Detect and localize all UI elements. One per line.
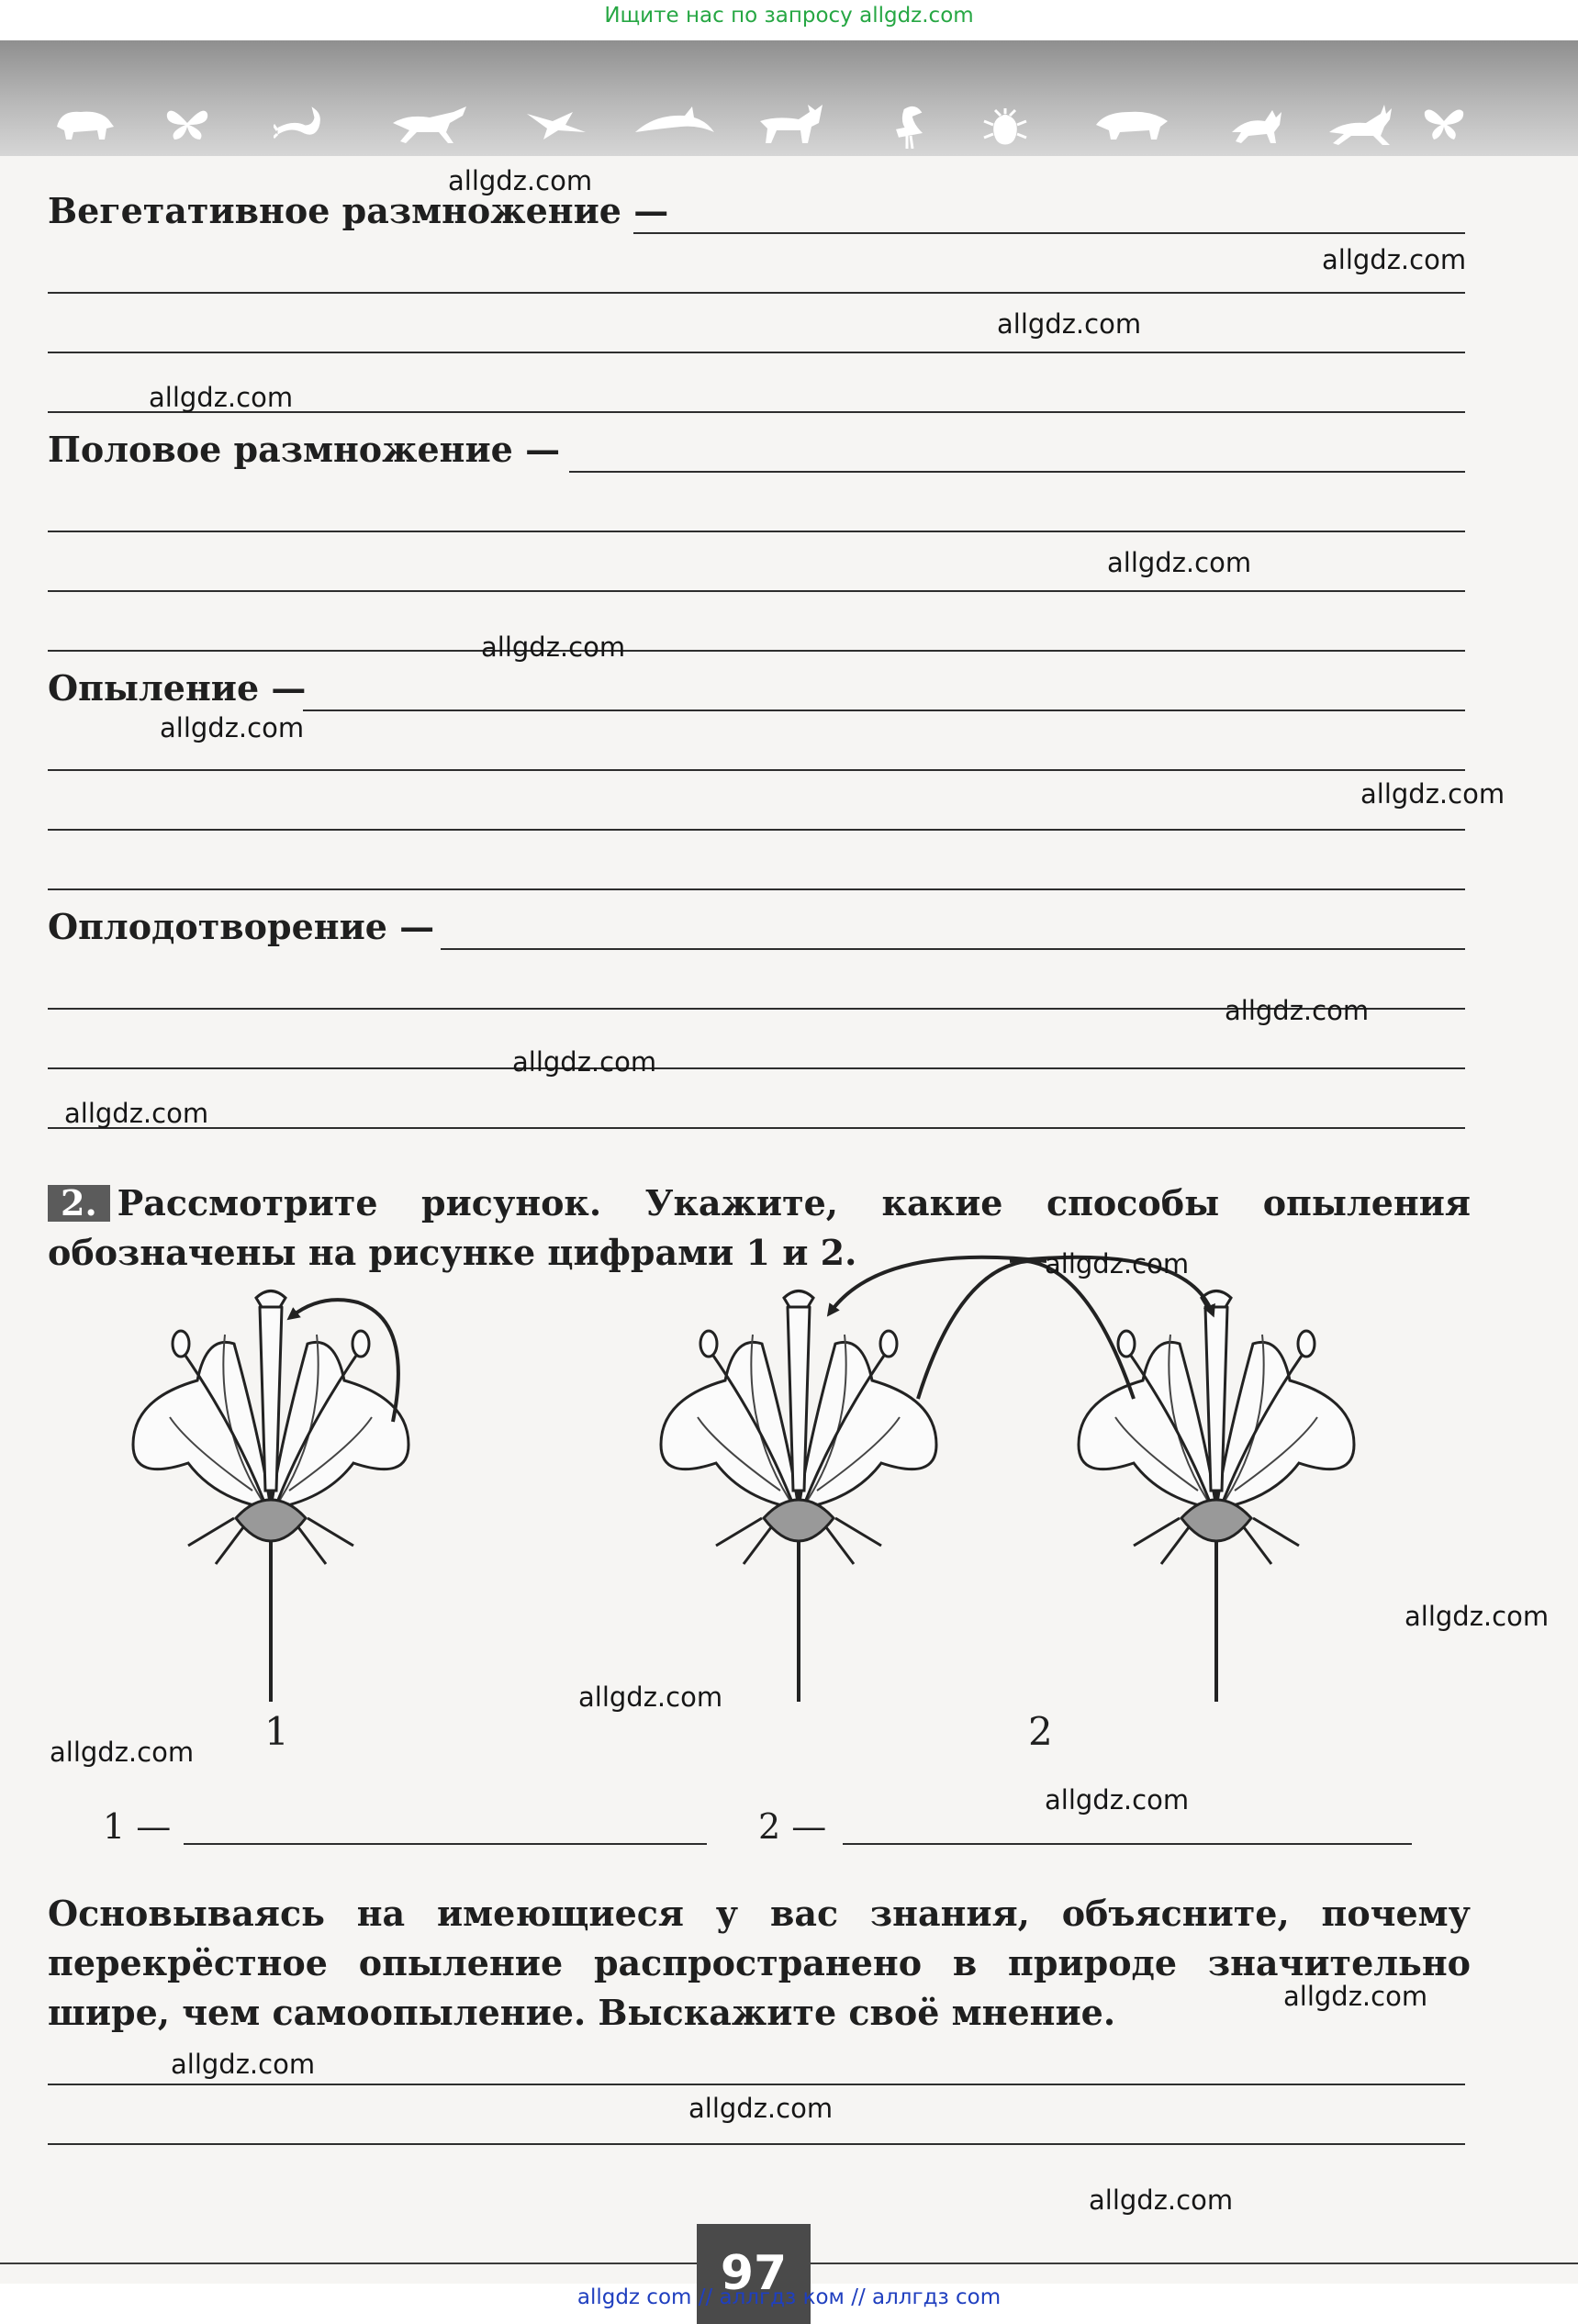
watermark: allgdz.com xyxy=(997,308,1142,340)
answer-2-line[interactable] xyxy=(843,1843,1412,1845)
answer-1-line[interactable] xyxy=(184,1843,707,1845)
watermark: allgdz.com xyxy=(160,712,305,743)
self-pollination-flower xyxy=(133,1291,408,1703)
watermark: allgdz.com xyxy=(171,2049,316,2080)
answer-line[interactable] xyxy=(48,2143,1465,2145)
cross-pollination-flower-left xyxy=(661,1291,936,1703)
cross-pollination-flower-right xyxy=(1079,1291,1354,1703)
watermark: allgdz.com xyxy=(481,631,626,663)
bottom-search-note: allgdz com // аллгдз ком // аллгдз com xyxy=(576,2285,1002,2309)
watermark: allgdz.com xyxy=(64,1098,209,1129)
task-2-text: Рассмотрите рисунок. Укажите, какие способы опыления обозначены на рисунке цифрами 1 и 2. xyxy=(48,1182,1471,1273)
watermark: allgdz.com xyxy=(50,1737,195,1768)
watermark: allgdz.com xyxy=(1107,547,1252,578)
task-number-badge: 2. xyxy=(48,1185,110,1222)
footer-rule-left xyxy=(0,2263,697,2264)
watermark: allgdz.com xyxy=(1045,1784,1190,1816)
watermark: allgdz.com xyxy=(1360,778,1505,810)
task-2-question: Основываясь на имеющиеся у вас знания, объясните, почему перекрёстное опыление распространено в природе значительно шире, чем самоопыление. Выскажите своё мнение. xyxy=(48,1893,1471,2033)
watermark: allgdz.com xyxy=(1283,1981,1428,2012)
top-search-note: Ищите нас по запросу allgdz.com xyxy=(604,4,974,28)
page-number: 97 xyxy=(697,2224,811,2324)
figure-label-2: 2 xyxy=(1028,1709,1053,1754)
watermark: allgdz.com xyxy=(149,382,294,413)
footer-rule-right xyxy=(811,2263,1578,2264)
term-pollination: Опыление — xyxy=(48,667,315,709)
watermark: allgdz.com xyxy=(688,2093,834,2124)
figure-label-1: 1 xyxy=(264,1709,289,1754)
watermark: allgdz.com xyxy=(1322,244,1467,275)
term-fertilization: Оплодотворение — xyxy=(48,906,443,947)
answer-2-label: 2 — xyxy=(758,1806,827,1847)
answer-line[interactable] xyxy=(48,2084,1465,2085)
watermark: allgdz.com xyxy=(578,1682,723,1713)
term-sexual-reproduction: Половое размножение — xyxy=(48,429,569,470)
answer-1-label: 1 — xyxy=(103,1806,172,1847)
watermark: allgdz.com xyxy=(1225,995,1370,1026)
term-vegetative-reproduction: Вегетативное размножение — xyxy=(48,190,677,231)
watermark: allgdz.com xyxy=(512,1046,657,1078)
watermark: allgdz.com xyxy=(1089,2184,1234,2216)
watermark: allgdz.com xyxy=(1045,1248,1190,1279)
watermark: allgdz.com xyxy=(1405,1601,1550,1632)
watermark: allgdz.com xyxy=(448,165,593,196)
